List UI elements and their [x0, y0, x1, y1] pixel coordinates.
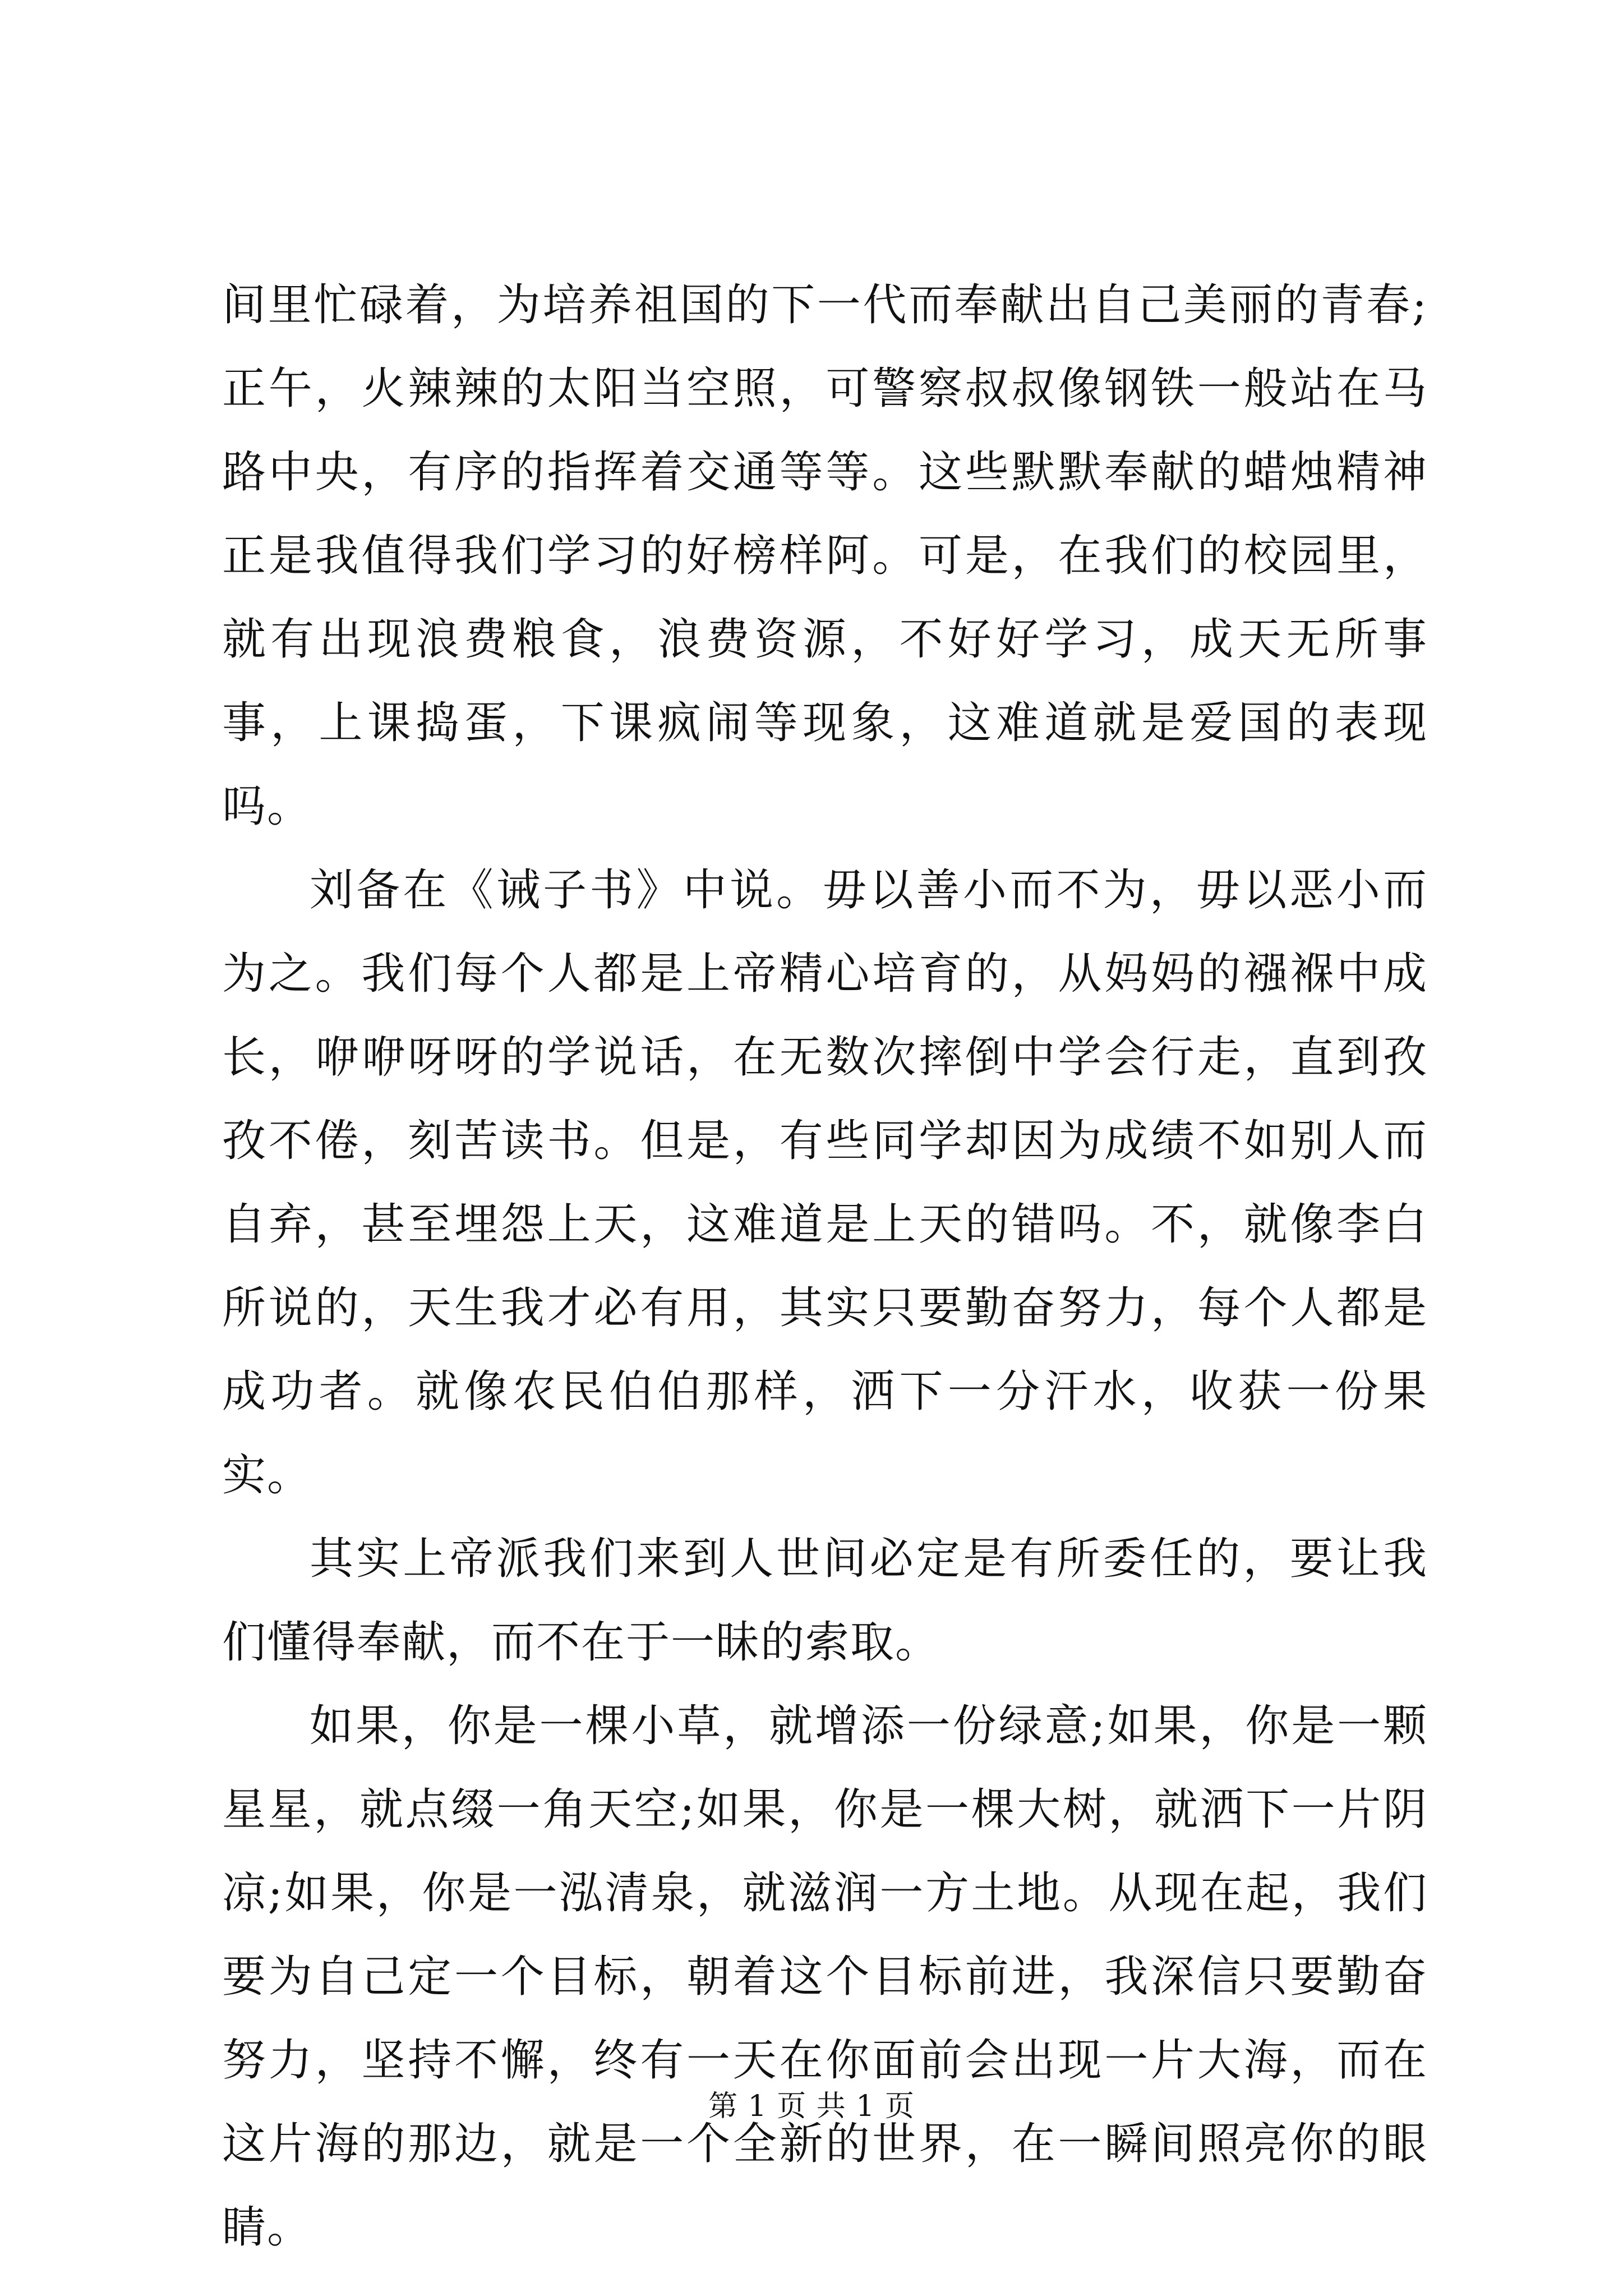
page-footer: 第 1 页 共 1 页 — [708, 2090, 915, 2123]
paragraph-liubei-quote: 刘备在《诫子书》中说。毋以善小而不为，毋以恶小而为之。我们每个人都是上帝精心培育的，从妈妈的襁褓中成长，咿咿呀呀的学说话，在无数次摔倒中学会行走，直到孜孜不倦，刻苦读书。但是，有些同学却因为成绩不如别人而自弃，甚至埋怨上天，这难道是上天的错吗。不，就像李白所说的，天生我才必有用，其实只要勤奋努力，每个人都是成功者。就像农民伯伯那样，洒下一分汗水，收获一份果实。 — [222, 865, 1428, 1501]
paragraph-continued: 间里忙碌着，为培养祖国的下一代而奉献出自己美丽的青春;正午，火辣辣的太阳当空照，可警察叔叔像钢铁一般站在马路中央，有序的指挥着交通等等。这些默默奉献的蜡烛精神正是我值得我们学习的好榜样阿。可是，在我们的校园里，就有出现浪费粮食，浪费资源，不好好学习，成天无所事事，上课捣蛋，下课疯闹等现象，这难道就是爱国的表现吗。 — [222, 280, 1428, 832]
paragraph-dedication: 其实上帝派我们来到人世间必定是有所委任的，要让我们懂得奉献，而不在于一昧的索取。 — [222, 1534, 1428, 1668]
document-body — [222, 264, 1428, 2270]
paragraph-conclusion: 如果，你是一棵小草，就增添一份绿意;如果，你是一颗星星，就点缀一角天空;如果，你是一棵大树，就洒下一片阴凉;如果，你是一泓清泉，就滋润一方土地。从现在起，我们要为自己定一个目标，朝着这个目标前进，我深信只要勤奋努力，坚持不懈，终有一天在你面前会出现一片大海，而在这片海的那边，就是一个全新的世界，在一瞬间照亮你的眼睛。 — [222, 1701, 1428, 2253]
